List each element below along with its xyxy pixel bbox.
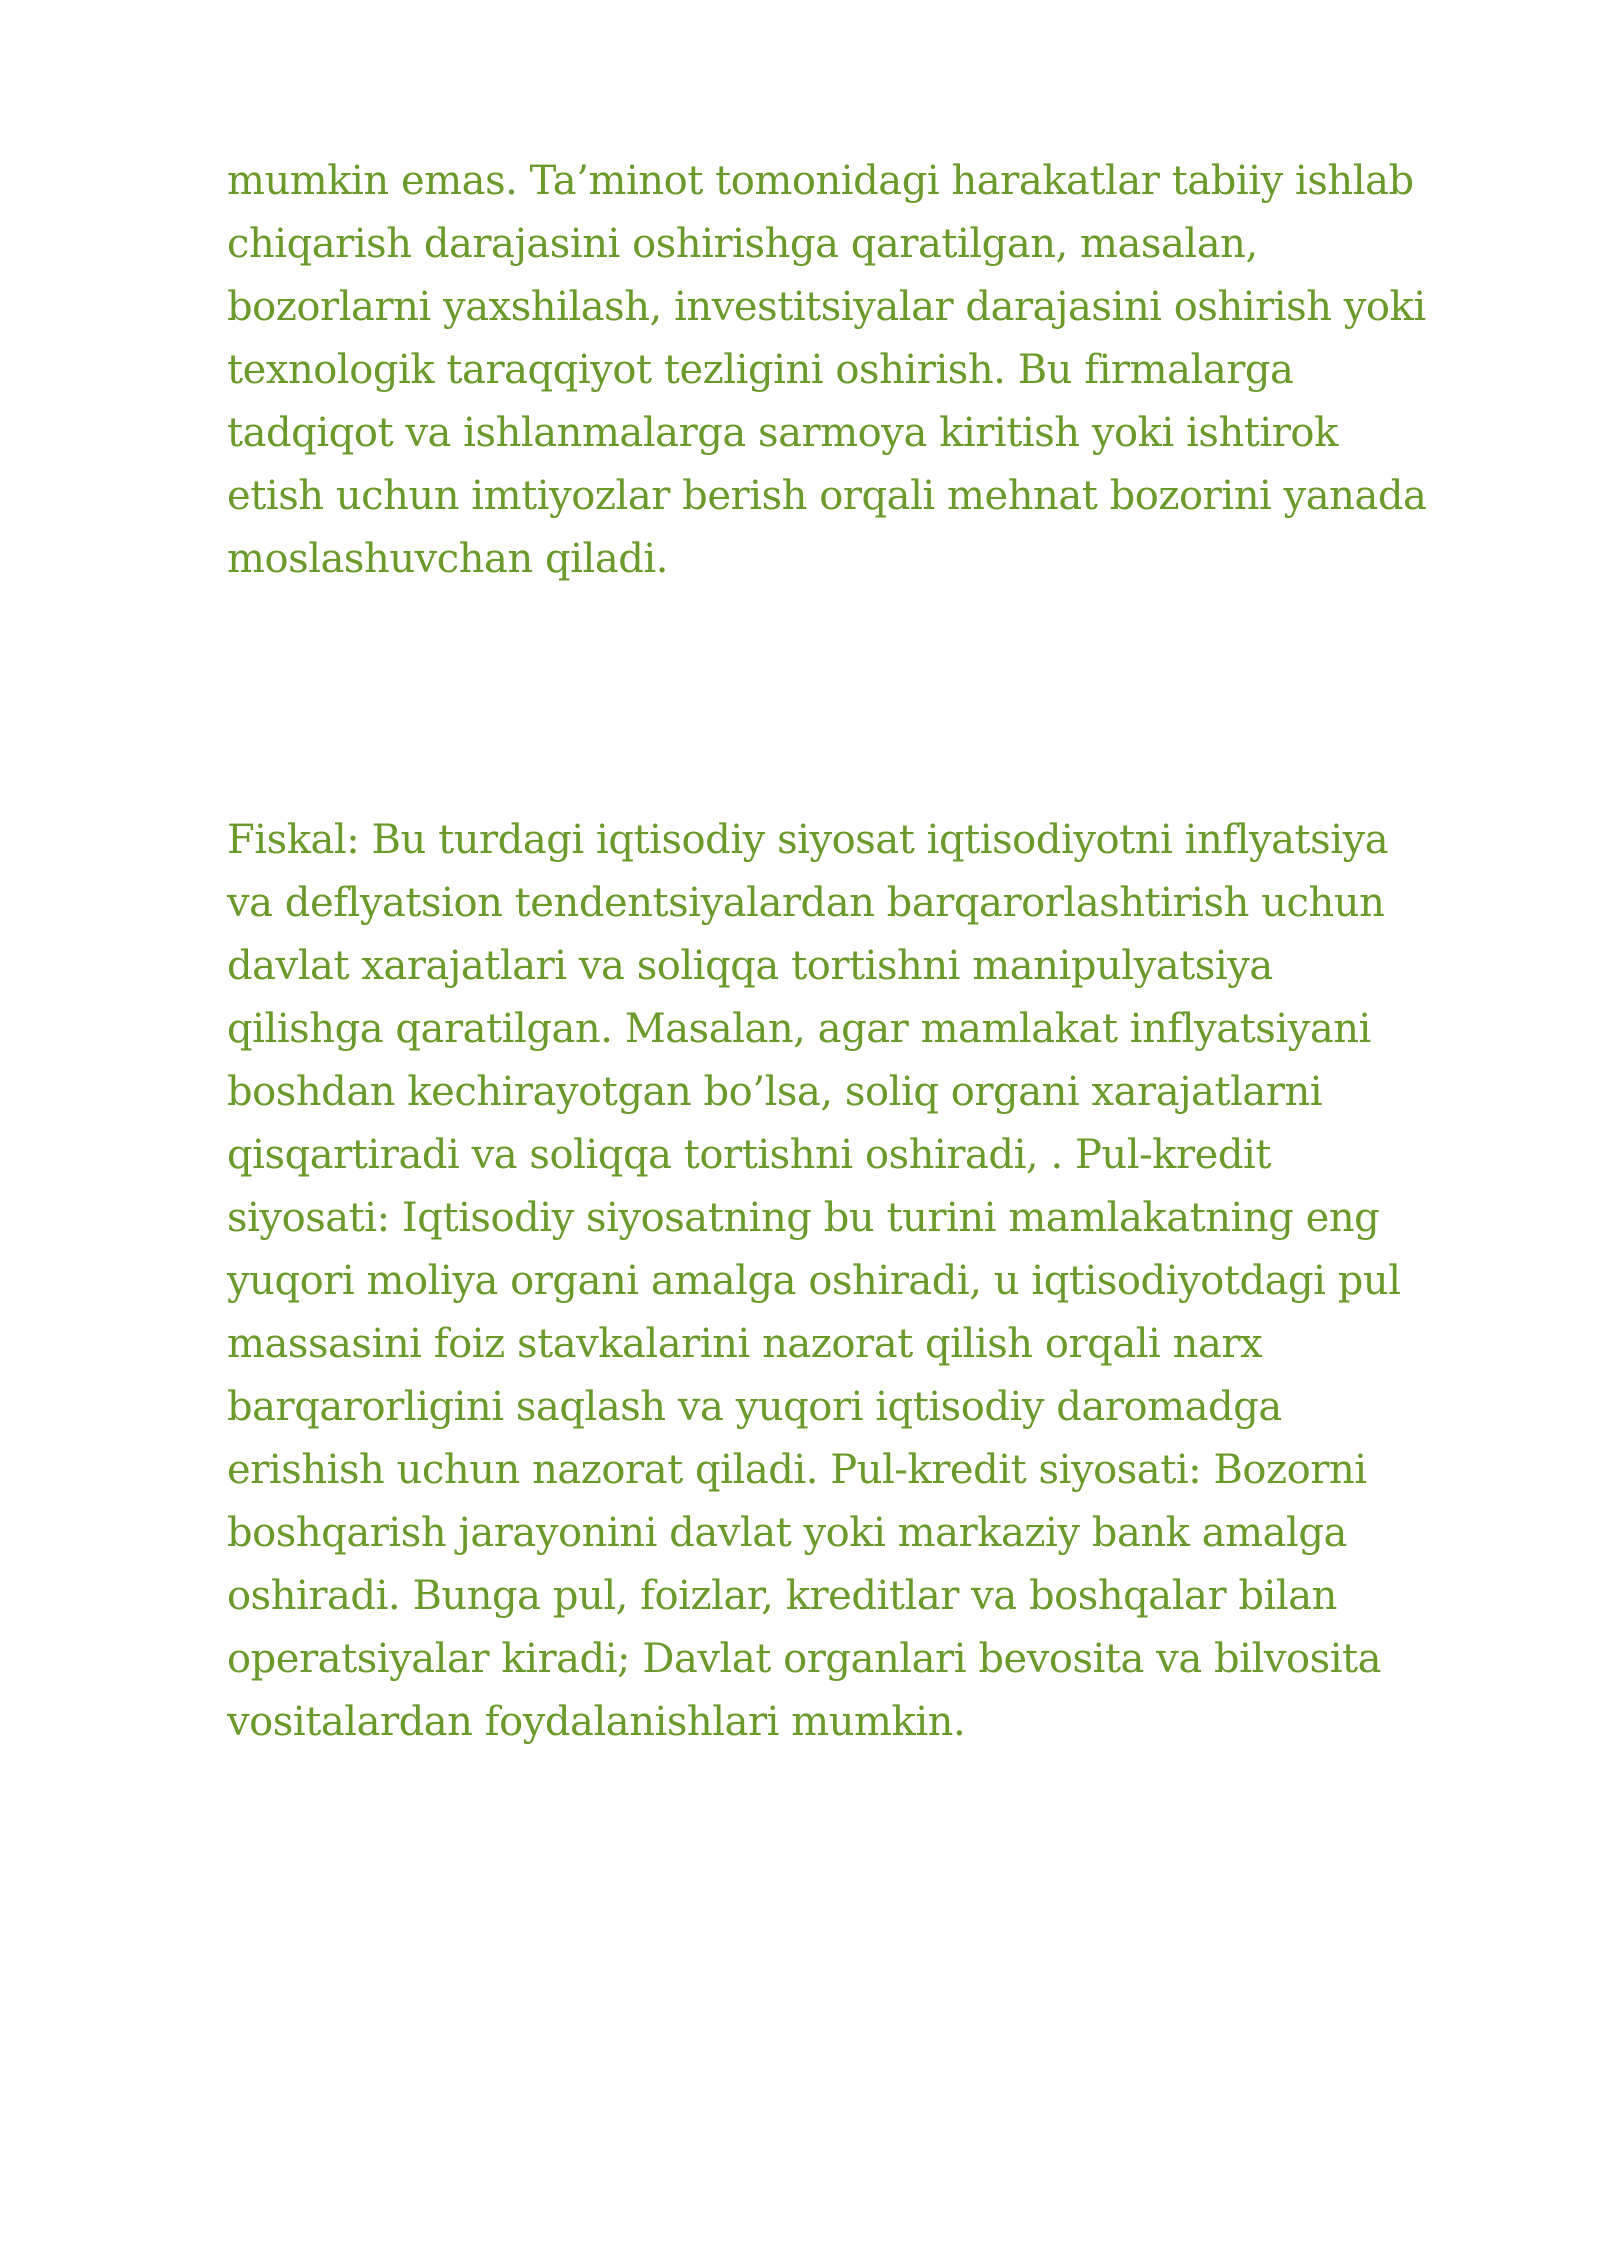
text-line: boshdan kechirayotgan bo’lsa, soliq organi xarajatlarni	[227, 1069, 1323, 1115]
text-line: tadqiqot va ishlanmalarga sarmoya kiritish yoki ishtirok	[227, 410, 1338, 456]
text-line: erishish uchun nazorat qiladi. Pul-kredit siyosati: Bozorni	[227, 1447, 1367, 1493]
text-line: moslashuvchan qiladi.	[227, 536, 669, 582]
text-line: yuqori moliya organi amalga oshiradi, u iqtisodiyotdagi pul	[227, 1258, 1401, 1304]
text-line: massasini foiz stavkalarini nazorat qilish orqali narx	[227, 1321, 1263, 1367]
paragraph-supply-side	[227, 150, 1497, 591]
text-line: barqarorligini saqlash va yuqori iqtisodiy daromadga	[227, 1384, 1282, 1430]
text-line: Fiskal: Bu turdagi iqtisodiy siyosat iqtisodiyotni inflyatsiya	[227, 817, 1389, 863]
text-line: bozorlarni yaxshilash, investitsiyalar darajasini oshirish yoki	[227, 284, 1426, 330]
text-line: operatsiyalar kiradi; Davlat organlari bevosita va bilvosita	[227, 1636, 1382, 1682]
text-line: boshqarish jarayonini davlat yoki markaziy bank amalga	[227, 1510, 1347, 1556]
text-line: va deflyatsion tendentsiyalardan barqarorlashtirish uchun	[227, 880, 1385, 926]
text-line: oshiradi. Bunga pul, foizlar, kreditlar va boshqalar bilan	[227, 1573, 1337, 1619]
text-line: etish uchun imtiyozlar berish orqali mehnat bozorini yanada	[227, 473, 1427, 519]
text-line: qisqartiradi va soliqqa tortishni oshiradi, . Pul-kredit	[227, 1132, 1271, 1178]
text-line: texnologik taraqqiyot tezligini oshirish. Bu firmalarga	[227, 347, 1294, 393]
text-line: davlat xarajatlari va soliqqa tortishni manipulyatsiya	[227, 943, 1273, 989]
text-line: mumkin emas. Ta’minot tomonidagi harakatlar tabiiy ishlab	[227, 158, 1414, 204]
text-line: qilishga qaratilgan. Masalan, agar mamlakat inflyatsiyani	[227, 1006, 1371, 1052]
text-line: chiqarish darajasini oshirishga qaratilgan, masalan,	[227, 221, 1258, 267]
text-line: vositalardan foydalanishlari mumkin.	[227, 1699, 966, 1745]
paragraph-fiscal-monetary	[227, 809, 1497, 1754]
text-line: siyosati: Iqtisodiy siyosatning bu turini mamlakatning eng	[227, 1195, 1380, 1241]
